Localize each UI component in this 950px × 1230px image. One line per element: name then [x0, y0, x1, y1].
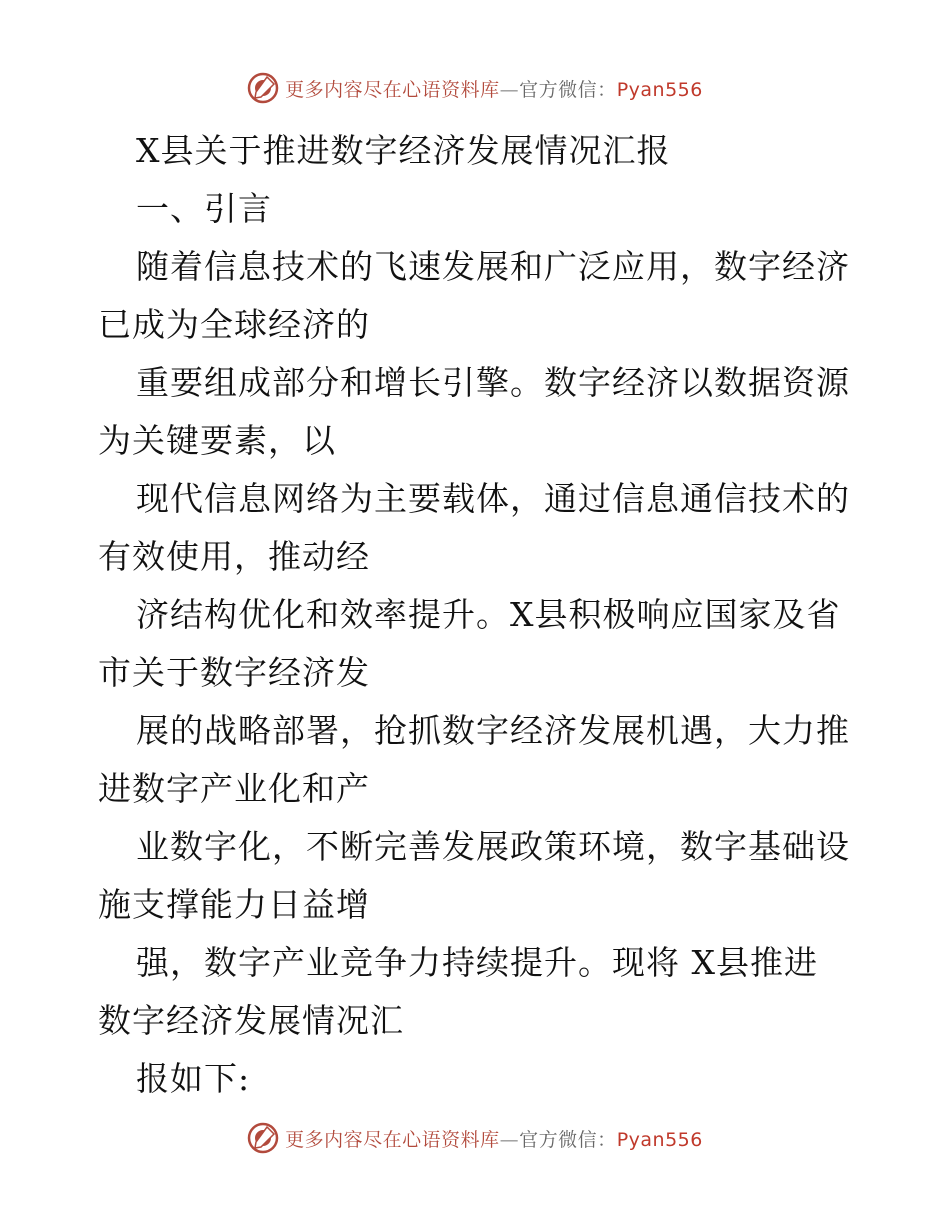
- paragraph-line: 施支撑能力日益增: [98, 885, 370, 924]
- paragraph-line: 已成为全球经济的: [98, 305, 370, 344]
- pen-circle-logo-icon: [247, 1122, 279, 1154]
- paragraph-line: 报如下:: [136, 1059, 251, 1098]
- paragraph-line: 重要组成部分和增长引擎。数字经济以数据资源: [136, 363, 850, 402]
- paragraph-line: 济结构优化和效率提升。X县积极响应国家及省: [136, 595, 841, 634]
- paragraph-line: 市关于数字经济发: [98, 653, 370, 692]
- paragraph-line: 数字经济发展情况汇: [98, 1001, 404, 1040]
- watermark-text: 更多内容尽在心语资料库—官方微信：Pyan556: [285, 1128, 703, 1151]
- paragraph-line: 有效使用，推动经: [98, 537, 370, 576]
- paragraph-line: 现代信息网络为主要载体，通过信息通信技术的: [136, 479, 850, 518]
- footer-watermark: [0, 1122, 950, 1154]
- section-heading: 一、引言: [136, 189, 272, 228]
- document-title: X县关于推进数字经济发展情况汇报: [136, 131, 671, 170]
- document-body: [98, 122, 858, 1108]
- paragraph-line: 强，数字产业竞争力持续提升。现将 X县推进: [136, 943, 818, 982]
- paragraph-line: 业数字化，不断完善发展政策环境，数字基础设: [136, 827, 850, 866]
- header-watermark: [0, 72, 950, 104]
- paragraph-line: 展的战略部署，抢抓数字经济发展机遇，大力推: [136, 711, 850, 750]
- watermark-text: 更多内容尽在心语资料库—官方微信：Pyan556: [285, 78, 703, 101]
- paragraph-line: 进数字产业化和产: [98, 769, 370, 808]
- pen-circle-logo-icon: [247, 72, 279, 104]
- paragraph-line: 为关键要素，以: [98, 421, 336, 460]
- paragraph-line: 随着信息技术的飞速发展和广泛应用，数字经济: [136, 247, 850, 286]
